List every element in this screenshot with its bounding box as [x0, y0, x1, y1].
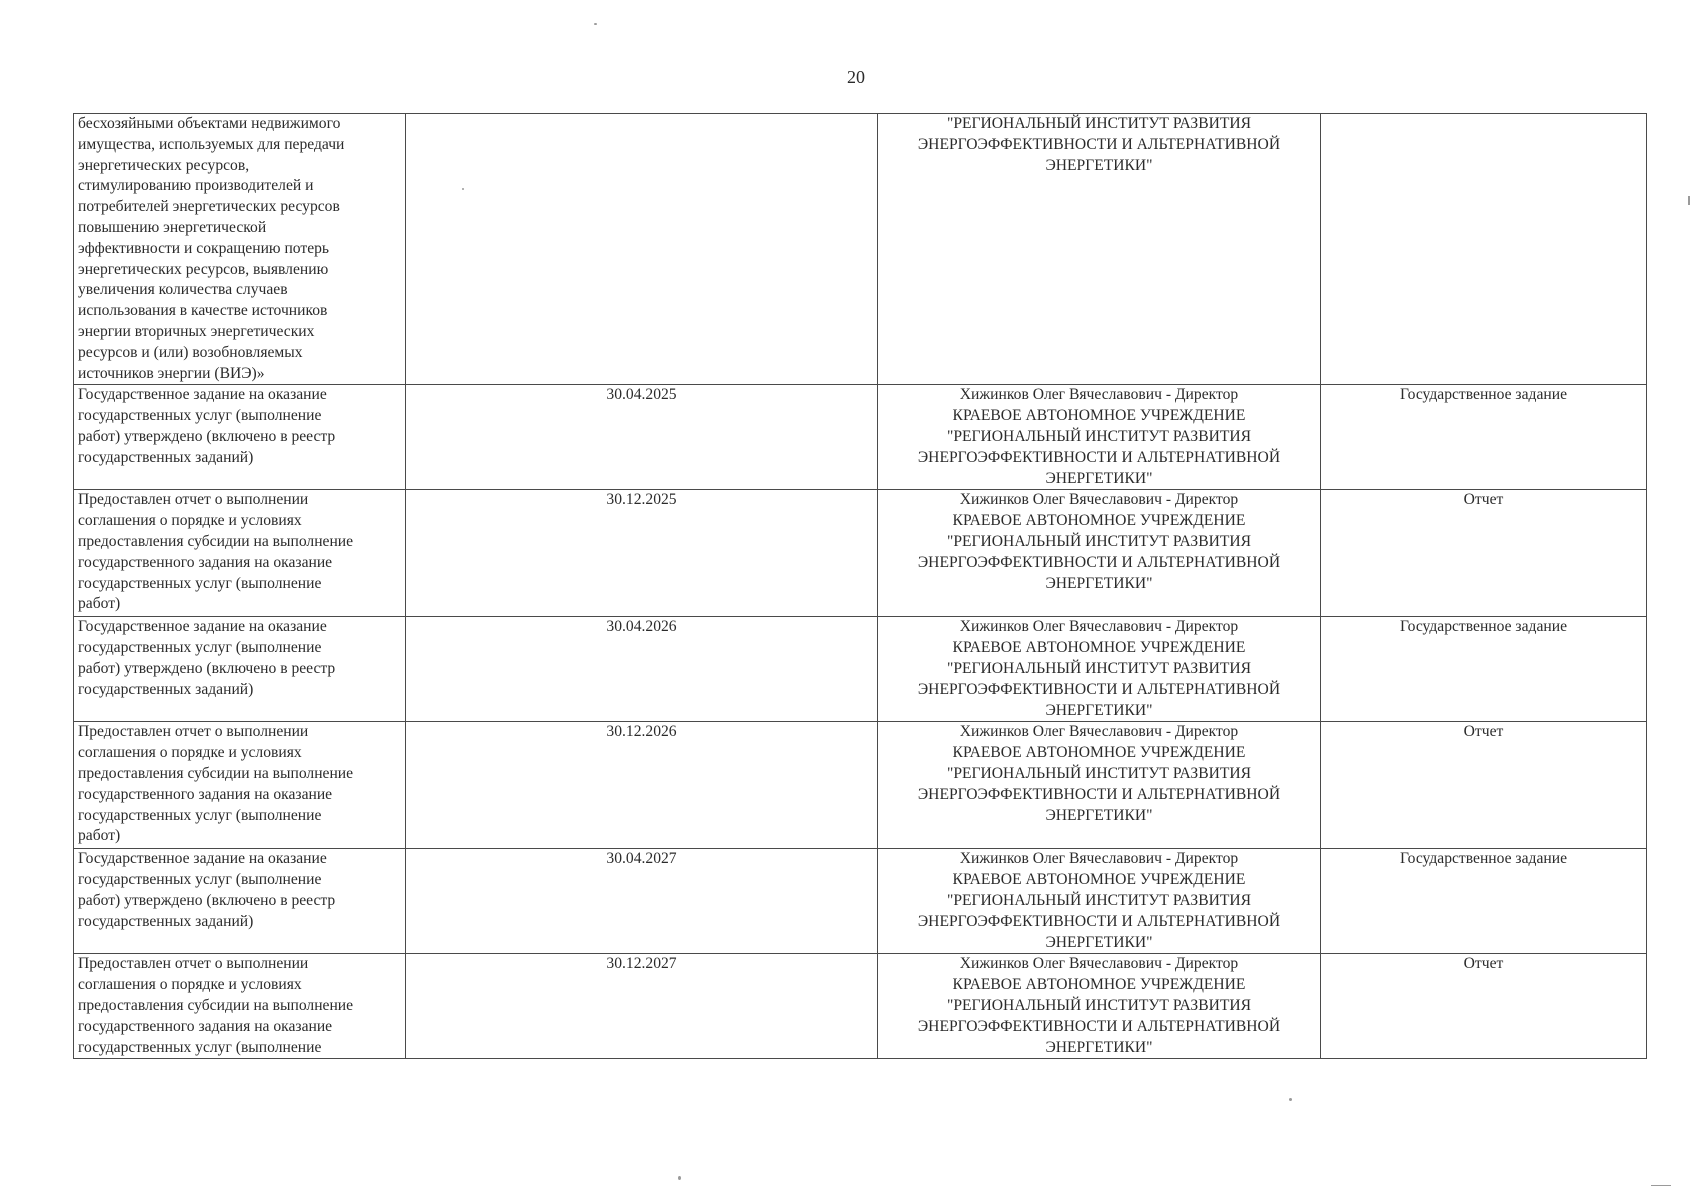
cell-line: Государственное задание на оказание — [78, 618, 327, 636]
document-type-cell — [1321, 490, 1647, 617]
deadline-date-cell — [406, 617, 878, 722]
document-type-cell — [1321, 954, 1647, 1059]
cell-line: Хижинков Олег Вячеславович - Директор — [959, 491, 1239, 509]
cell-line: соглашения о порядке и условиях — [78, 512, 302, 530]
cell-line: государственных услуг (выполнение — [78, 574, 322, 592]
table-row — [74, 954, 1647, 1059]
cell-line: работ) утверждено (включено в реестр — [78, 659, 336, 677]
document-type-cell — [1321, 385, 1647, 490]
deadline-date: 30.12.2026 — [606, 723, 677, 741]
cell-line: ЭНЕРГЕТИКИ" — [1045, 806, 1153, 824]
table-row — [74, 490, 1647, 617]
cell-line: государственного задания на оказание — [78, 785, 333, 803]
deadline-date: 30.12.2027 — [606, 955, 677, 973]
document-type: Отчет — [1463, 491, 1504, 509]
document-type: Отчет — [1463, 723, 1504, 741]
event-description-cell — [74, 849, 406, 954]
cell-line: КРАЕВОЕ АВТОНОМНОЕ УЧРЕЖДЕНИЕ — [952, 512, 1246, 530]
deadline-date: 30.04.2026 — [606, 618, 677, 636]
cell-line: "РЕГИОНАЛЬНЫЙ ИНСТИТУТ РАЗВИТИЯ — [946, 659, 1252, 677]
table-row — [74, 722, 1647, 849]
document-type-cell — [1321, 722, 1647, 849]
cell-line: соглашения о порядке и условиях — [78, 744, 302, 762]
cell-line: работ) — [78, 827, 121, 845]
event-description-cell — [74, 114, 406, 385]
cell-line: предоставления субсидии на выполнение — [78, 764, 354, 782]
cell-line: энергии вторичных энергетических — [78, 322, 315, 340]
cell-line: имущества, используемых для передачи — [78, 135, 345, 153]
cell-line: ресурсов и (или) возобновляемых — [78, 343, 303, 361]
cell-line: Государственное задание на оказание — [78, 850, 327, 868]
cell-line: КРАЕВОЕ АВТОНОМНОЕ УЧРЕЖДЕНИЕ — [952, 744, 1246, 762]
cell-line: работ) — [78, 595, 121, 613]
cell-line: предоставления субсидии на выполнение — [78, 996, 354, 1014]
cell-line: стимулированию производителей и — [78, 177, 314, 195]
cell-line: "РЕГИОНАЛЬНЫЙ ИНСТИТУТ РАЗВИТИЯ — [946, 115, 1252, 132]
cell-line: ЭНЕРГЕТИКИ" — [1045, 156, 1153, 174]
deadline-date: 30.04.2027 — [606, 850, 677, 868]
document-type-cell — [1321, 849, 1647, 954]
cell-line: КРАЕВОЕ АВТОНОМНОЕ УЧРЕЖДЕНИЕ — [952, 639, 1246, 657]
cell-line: соглашения о порядке и условиях — [78, 976, 302, 994]
cell-line: "РЕГИОНАЛЬНЫЙ ИНСТИТУТ РАЗВИТИЯ — [946, 891, 1252, 909]
cell-line: работ) утверждено (включено в реестр — [78, 427, 336, 445]
deadline-date-cell — [406, 114, 878, 385]
cell-line: "РЕГИОНАЛЬНЫЙ ИНСТИТУТ РАЗВИТИЯ — [946, 532, 1252, 550]
cell-line: ЭНЕРГЕТИКИ" — [1045, 469, 1153, 487]
cell-line: Предоставлен отчет о выполнении — [78, 723, 309, 741]
cell-line: бесхозяйными объектами недвижимого — [78, 115, 341, 132]
scan-speck — [678, 1176, 681, 1180]
cell-line: ЭНЕРГОЭФФЕКТИВНОСТИ И АЛЬТЕРНАТИВНОЙ — [917, 135, 1281, 153]
cell-line: эффективности и сокращению потерь — [78, 239, 330, 257]
cell-line: государственных заданий) — [78, 912, 254, 930]
deadline-date-cell — [406, 849, 878, 954]
cell-line: энергетических ресурсов, — [78, 156, 250, 174]
event-description-cell — [74, 617, 406, 722]
cell-line: Хижинков Олег Вячеславович - Директор — [959, 386, 1239, 404]
document-type: Отчет — [1463, 955, 1504, 973]
cell-line: КРАЕВОЕ АВТОНОМНОЕ УЧРЕЖДЕНИЕ — [952, 871, 1246, 889]
cell-line: государственного задания на оказание — [78, 1017, 333, 1035]
cell-line: потребителей энергетических ресурсов — [78, 198, 340, 216]
deadline-date-cell — [406, 490, 878, 617]
document-type-cell — [1321, 617, 1647, 722]
cell-line: ЭНЕРГОЭФФЕКТИВНОСТИ И АЛЬТЕРНАТИВНОЙ — [917, 680, 1281, 698]
cell-line: ЭНЕРГЕТИКИ" — [1045, 1038, 1153, 1056]
document-type: Государственное задание — [1400, 850, 1567, 868]
cell-line: Хижинков Олег Вячеславович - Директор — [959, 723, 1239, 741]
responsible-person-cell — [878, 385, 1321, 490]
cell-line: ЭНЕРГЕТИКИ" — [1045, 701, 1153, 719]
cell-line: ЭНЕРГЕТИКИ" — [1045, 574, 1153, 592]
table-row — [74, 385, 1647, 490]
cell-line: ЭНЕРГОЭФФЕКТИВНОСТИ И АЛЬТЕРНАТИВНОЙ — [917, 785, 1281, 803]
event-description-cell — [74, 385, 406, 490]
deadline-date-cell — [406, 722, 878, 849]
scan-speck — [1289, 1098, 1292, 1101]
cell-line: Предоставлен отчет о выполнении — [78, 955, 309, 973]
document-type: Государственное задание — [1400, 618, 1567, 636]
cell-line: государственного задания на оказание — [78, 553, 333, 571]
cell-line: ЭНЕРГОЭФФЕКТИВНОСТИ И АЛЬТЕРНАТИВНОЙ — [917, 553, 1281, 571]
cell-line: Предоставлен отчет о выполнении — [78, 491, 309, 509]
cell-line: КРАЕВОЕ АВТОНОМНОЕ УЧРЕЖДЕНИЕ — [952, 407, 1246, 425]
cell-line: "РЕГИОНАЛЬНЫЙ ИНСТИТУТ РАЗВИТИЯ — [946, 427, 1252, 445]
cell-line: ЭНЕРГОЭФФЕКТИВНОСТИ И АЛЬТЕРНАТИВНОЙ — [917, 448, 1281, 466]
event-description-cell — [74, 722, 406, 849]
cell-line: Хижинков Олег Вячеславович - Директор — [959, 850, 1239, 868]
responsible-person-cell — [878, 490, 1321, 617]
cell-line: государственных заданий) — [78, 448, 254, 466]
cell-line: повышению энергетической — [78, 218, 267, 236]
deadline-date: 30.12.2025 — [606, 491, 677, 509]
table-body — [74, 114, 1647, 1059]
cell-line: "РЕГИОНАЛЬНЫЙ ИНСТИТУТ РАЗВИТИЯ — [946, 996, 1252, 1014]
scan-speck — [462, 188, 464, 190]
cell-line: государственных услуг (выполнение — [78, 806, 322, 824]
table-row — [74, 849, 1647, 954]
responsible-person-cell — [878, 954, 1321, 1059]
table-row — [74, 114, 1647, 385]
cell-line: увеличения количества случаев — [78, 281, 288, 299]
responsible-person-cell — [878, 722, 1321, 849]
deadline-date-cell — [406, 385, 878, 490]
responsible-person-cell — [878, 849, 1321, 954]
table-row — [74, 617, 1647, 722]
cell-line: работ) утверждено (включено в реестр — [78, 891, 336, 909]
cell-line: КРАЕВОЕ АВТОНОМНОЕ УЧРЕЖДЕНИЕ — [952, 976, 1246, 994]
event-description-cell — [74, 490, 406, 617]
responsible-person-cell — [878, 617, 1321, 722]
scan-speck — [1651, 1185, 1671, 1186]
cell-line: источников энергии (ВИЭ)» — [78, 364, 265, 382]
cell-line: предоставления субсидии на выполнение — [78, 532, 354, 550]
responsible-person-cell — [878, 114, 1321, 385]
cell-line: Хижинков Олег Вячеславович - Директор — [959, 955, 1239, 973]
page-number: 20 — [847, 67, 865, 87]
cell-line: государственных услуг (выполнение — [78, 407, 322, 425]
cell-line: "РЕГИОНАЛЬНЫЙ ИНСТИТУТ РАЗВИТИЯ — [946, 764, 1252, 782]
cell-line: использования в качестве источников — [78, 302, 328, 320]
control-points-table — [73, 113, 1647, 1059]
cell-line: ЭНЕРГЕТИКИ" — [1045, 933, 1153, 951]
document-type: Государственное задание — [1400, 386, 1567, 404]
cell-line: государственных услуг (выполнение — [78, 1038, 322, 1056]
cell-line: ЭНЕРГОЭФФЕКТИВНОСТИ И АЛЬТЕРНАТИВНОЙ — [917, 1017, 1281, 1035]
cell-line: энергетических ресурсов, выявлению — [78, 260, 329, 278]
cell-line: государственных заданий) — [78, 680, 254, 698]
cell-line: государственных услуг (выполнение — [78, 871, 322, 889]
scan-speck — [594, 23, 597, 25]
cell-line: ЭНЕРГОЭФФЕКТИВНОСТИ И АЛЬТЕРНАТИВНОЙ — [917, 912, 1281, 930]
document-type-cell — [1321, 114, 1647, 385]
cell-line: Государственное задание на оказание — [78, 386, 327, 404]
cell-line: Хижинков Олег Вячеславович - Директор — [959, 618, 1239, 636]
deadline-date: 30.04.2025 — [606, 386, 677, 404]
cell-line: государственных услуг (выполнение — [78, 639, 322, 657]
event-description-cell — [74, 954, 406, 1059]
scan-speck — [1688, 196, 1690, 205]
deadline-date-cell — [406, 954, 878, 1059]
